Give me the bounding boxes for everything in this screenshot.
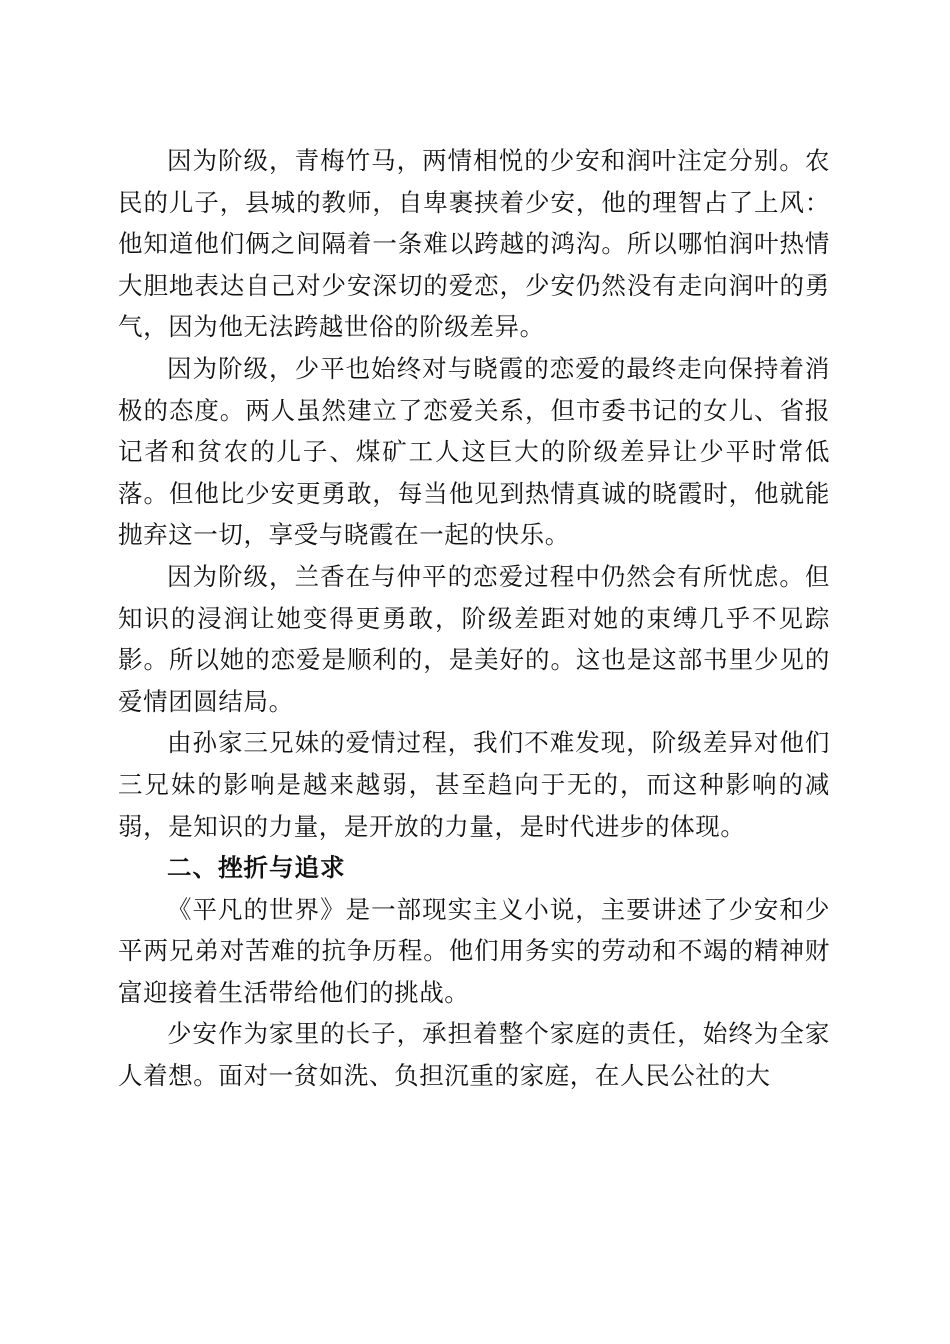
paragraph-shaoan-family: 少安作为家里的长子，承担着整个家庭的责任，始终为全家人着想。面对一贫如洗、负担沉重的家庭，在人民公社的大 bbox=[118, 1019, 830, 1091]
paragraph-summary: 由孙家三兄妹的爱情过程，我们不难发现，阶级差异对他们三兄妹的影响是越来越弱，甚至趋向于无的，而这种影响的减弱，是知识的力量，是开放的力量，是时代进步的体现。 bbox=[118, 728, 830, 841]
paragraph-shaoping-xiaoxia: 因为阶级，少平也始终对与晓霞的恋爱的最终走向保持着消极的态度。两人虽然建立了恋爱关系，但市委书记的女儿、省报记者和贫农的儿子、煤矿工人这巨大的阶级差异让少平时常低落。但他比少安更勇敢，每当他见到热情真诚的晓霞时，他就能抛弃这一切，享受与晓霞在一起的快乐。 bbox=[118, 353, 830, 550]
paragraph-lanxiang-zhongping: 因为阶级，兰香在与仲平的恋爱过程中仍然会有所忧虑。但知识的浸润让她变得更勇敢，阶级差距对她的束缚几乎不见踪影。所以她的恋爱是顺利的，是美好的。这也是这部书里少见的爱情团圆结局。 bbox=[118, 561, 830, 716]
paragraph-novel-intro: 《平凡的世界》是一部现实主义小说，主要讲述了少安和少平两兄弟对苦难的抗争历程。他们用务实的劳动和不竭的精神财富迎接着生活带给他们的挑战。 bbox=[118, 894, 830, 1007]
body-text bbox=[118, 140, 830, 1097]
paragraph-shaoan-runye: 因为阶级，青梅竹马，两情相悦的少安和润叶注定分别。农民的儿子，县城的教师，自卑裹挟着少安，他的理智占了上风：他知道他们俩之间隔着一条难以跨越的鸿沟。所以哪怕润叶热情大胆地表达自己对少安深切的爱恋，少安仍然没有走向润叶的勇气，因为他无法跨越世俗的阶级差异。 bbox=[118, 146, 830, 342]
section-heading: 二、挫折与追求 bbox=[167, 853, 346, 883]
